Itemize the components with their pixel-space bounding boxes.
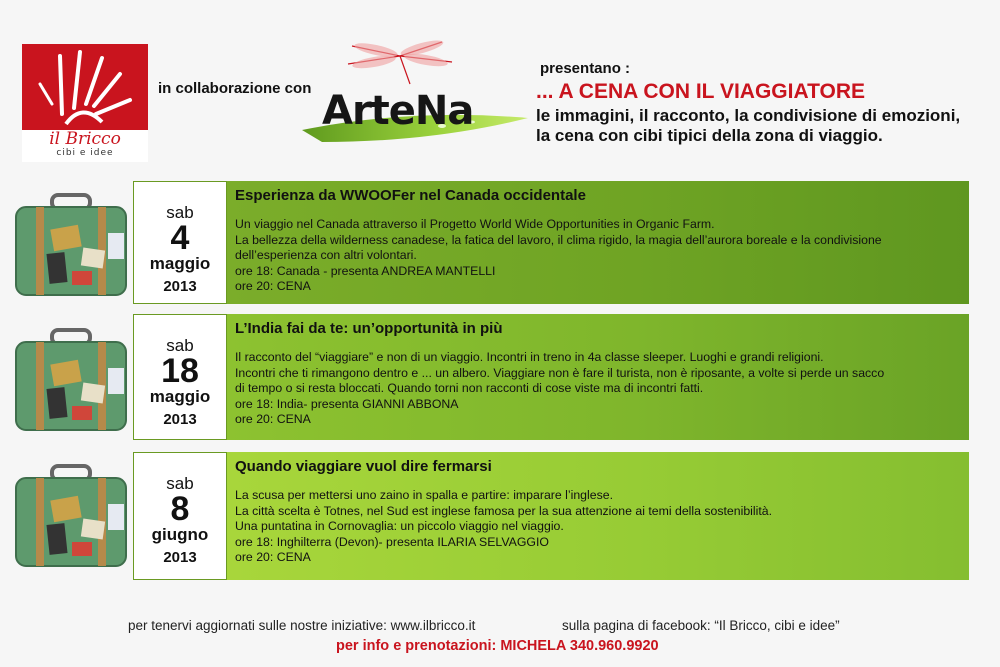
event-weekday: sab (166, 203, 194, 222)
event-title: L’India fai da te: un’opportunità in più (235, 320, 503, 337)
event-day: 4 (170, 219, 190, 257)
event-line: ore 18: Inghilterra (Devon)- presenta ILARIA SELVAGGIO (235, 534, 549, 549)
contact-info: per info e prenotazioni: MICHELA 340.960.9920 (336, 638, 659, 654)
event-description (227, 314, 969, 440)
event-line: La bellezza della wilderness canadese, la fatica del lavoro, il clima rigido, la magia dell’aurora boreale e la condivisione (235, 232, 882, 247)
event-date (133, 181, 227, 304)
header (0, 0, 1000, 170)
event-day: 8 (170, 490, 190, 528)
bricco-name: il Bricco (49, 129, 121, 149)
event-line: La scusa per mettersi uno zaino in spalla e partire: imparare l’inglese. (235, 488, 613, 502)
event-line: ore 20: CENA (235, 412, 311, 426)
event-line: Un viaggio nel Canada attraverso il Progetto World Wide Opportunities in Organic Farm. (235, 217, 715, 231)
event-line: ore 20: CENA (235, 279, 311, 293)
event-weekday: sab (166, 474, 194, 493)
event-line: Il racconto del “viaggiare” e non di un viaggio. Incontri in treno in 4a classe sleeper. Luoghi e grandi religioni. (235, 350, 824, 364)
event-year: 2013 (163, 411, 197, 428)
tagline-line: la cena con cibi tipici della zona di viaggio. (536, 126, 883, 145)
event-line: ore 18: Canada - presenta ANDREA MANTELLI (235, 263, 496, 278)
event-day: 18 (161, 352, 199, 390)
website-info: per tenervi aggiornati sulle nostre iniziative: www.ilbricco.it (128, 618, 476, 633)
event-month: giugno (151, 525, 209, 544)
collaboration-text: in collaborazione con (158, 80, 312, 97)
event-date (133, 314, 227, 440)
event-tagline (536, 106, 996, 146)
event-weekday: sab (166, 336, 194, 355)
presentano-text: presentano : (540, 60, 631, 77)
suitcase-icon (12, 464, 130, 572)
event-description (227, 452, 969, 580)
event-line: Incontri che ti rimangono dentro e ... un albero. Viaggiare non è fare il turista, non è riposante, a volte si perde un sacco (235, 365, 885, 380)
event-line: La città scelta è Totnes, nel Sud est inglese famosa per la sua attenzione ai temi della sostenibilità. (235, 503, 773, 518)
event-line: dell’esperienza con altri volontari. (235, 248, 417, 262)
artena-logo (292, 38, 530, 144)
event-line: di tempo o si resta bloccati. Quando torni non racconti di cose viste ma di incontri fatti. (235, 381, 704, 395)
event-date (133, 452, 227, 580)
event-title: Esperienza da WWOOFer nel Canada occidentale (235, 187, 586, 204)
tagline-line: le immagini, il racconto, la condivisione di emozioni, (536, 106, 961, 125)
footer (0, 612, 1000, 667)
event-headline: ... A CENA CON IL VIAGGIATORE (536, 80, 866, 103)
event-year: 2013 (163, 278, 197, 295)
il-bricco-logo (22, 44, 148, 162)
event-description (227, 181, 969, 304)
artena-name: ArteNa (322, 88, 474, 134)
bricco-wordmark (22, 130, 148, 162)
suitcase-icon (12, 193, 130, 301)
event-line: ore 18: India- presenta GIANNI ABBONA (235, 396, 459, 411)
suitcase-icon (12, 328, 130, 436)
facebook-info: sulla pagina di facebook: “Il Bricco, cibi e idee” (562, 618, 840, 633)
event-month: maggio (149, 254, 211, 273)
event-line: Una puntatina in Cornovaglia: un piccolo viaggio nel viaggio. (235, 519, 564, 533)
event-line: ore 20: CENA (235, 550, 311, 564)
event-month: maggio (149, 387, 211, 406)
event-title: Quando viaggiare vuol dire fermarsi (235, 458, 492, 475)
bricco-tagline: cibi e idee (56, 148, 114, 158)
event-year: 2013 (163, 549, 197, 566)
bricco-hand-icon (22, 44, 148, 130)
